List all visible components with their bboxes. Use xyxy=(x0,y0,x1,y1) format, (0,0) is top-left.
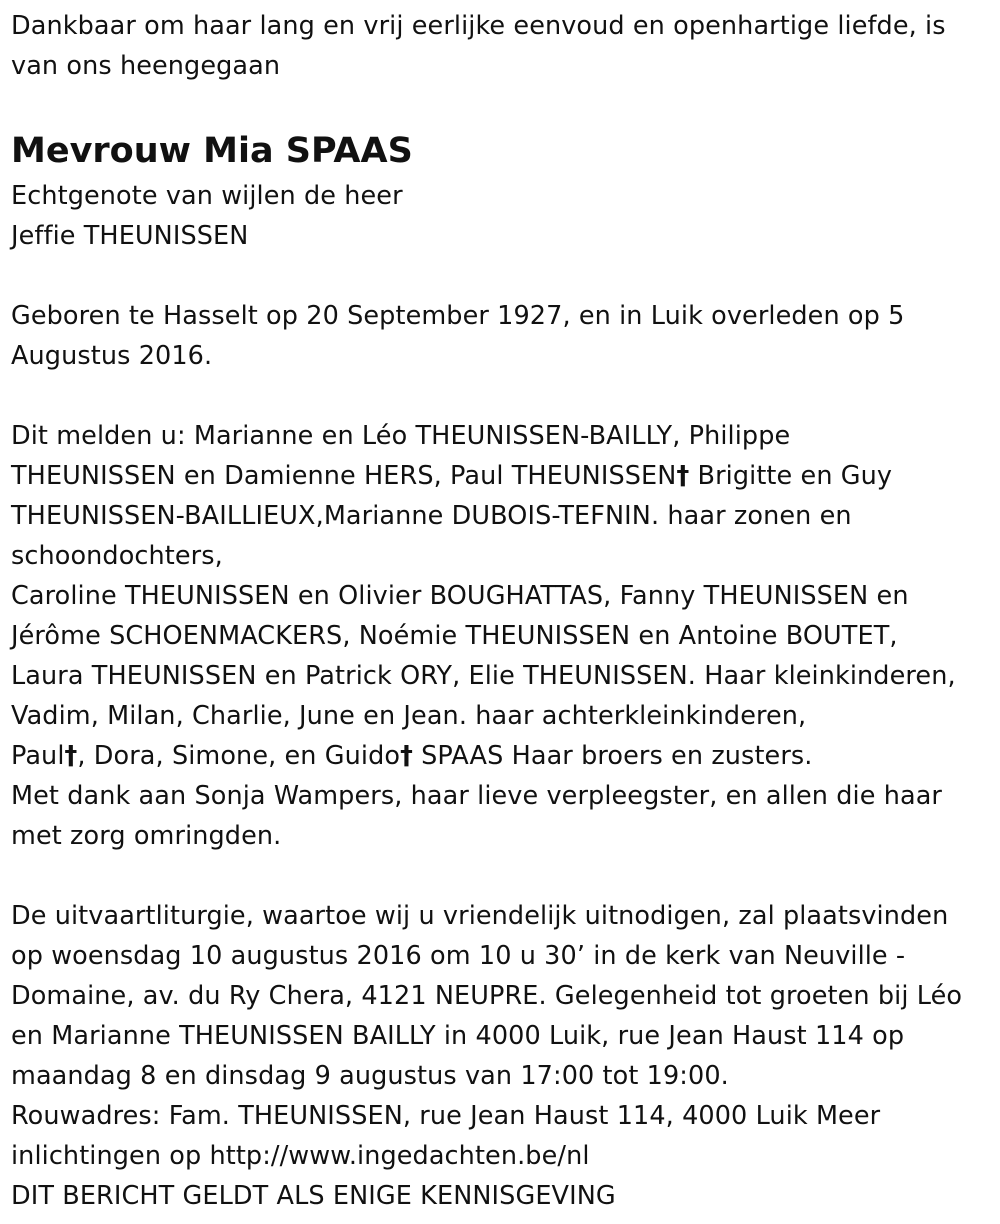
family-paragraph xyxy=(11,416,988,856)
family-line: Caroline THEUNISSEN en Olivier BOUGHATTAS, Fanny THEUNISSEN en xyxy=(11,581,909,611)
funeral-line: maandag 8 en dinsdag 9 augustus van 17:00 tot 19:00. xyxy=(11,1061,729,1091)
family-line: Jérôme SCHOENMACKERS, Noémie THEUNISSEN en Antoine BOUTET, xyxy=(11,621,898,651)
spouse-line: Echtgenote van wijlen de heer xyxy=(11,181,403,211)
spouse-paragraph xyxy=(11,176,988,256)
mourning-address-line: Rouwadres: Fam. THEUNISSEN, rue Jean Haust 114, 4000 Luik Meer xyxy=(11,1101,881,1131)
funeral-line: Domaine, av. du Ry Chera, 4121 NEUPRE. Gelegenheid tot groeten bij Léo xyxy=(11,981,963,1011)
family-line: Laura THEUNISSEN en Patrick ORY, Elie THEUNISSEN. Haar kleinkinderen, xyxy=(11,661,956,691)
intro-line: van ons heengegaan xyxy=(11,51,281,81)
family-text: Paul xyxy=(11,741,65,771)
family-line: Vadim, Milan, Charlie, June en Jean. haar achterkleinkinderen, xyxy=(11,701,807,731)
family-line: met zorg omringden. xyxy=(11,821,282,851)
intro-line: Dankbaar om haar lang en vrij eerlijke eenvoud en openhartige liefde, is xyxy=(11,11,946,41)
funeral-line: en Marianne THEUNISSEN BAILLY in 4000 Luik, rue Jean Haust 114 op xyxy=(11,1021,905,1051)
family-line: Dit melden u: Marianne en Léo THEUNISSEN-BAILLY, Philippe xyxy=(11,421,791,451)
cross-icon: † xyxy=(400,741,413,771)
funeral-line: op woensdag 10 augustus 2016 om 10 u 30’ in de kerk van Neuville - xyxy=(11,941,906,971)
info-link-line: inlichtingen op http://www.ingedachten.be/nl xyxy=(11,1141,590,1171)
birth-line: Geboren te Hasselt op 20 September 1927, en in Luik overleden op 5 xyxy=(11,301,905,331)
family-line: THEUNISSEN-BAILLIEUX,Marianne DUBOIS-TEFNIN. haar zonen en xyxy=(11,501,852,531)
birth-death-paragraph xyxy=(11,296,988,376)
family-line xyxy=(11,456,988,496)
blank-line xyxy=(11,856,988,896)
family-text: Brigitte en Guy xyxy=(689,461,893,491)
family-text: THEUNISSEN en Damienne HERS, Paul THEUNISSEN xyxy=(11,461,677,491)
family-line: Met dank aan Sonja Wampers, haar lieve verpleegster, en allen die haar xyxy=(11,781,943,811)
blank-line xyxy=(11,256,988,296)
funeral-line: De uitvaartliturgie, waartoe wij u vriendelijk uitnodigen, zal plaatsvinden xyxy=(11,901,949,931)
deceased-name: Mevrouw Mia SPAAS xyxy=(11,131,413,171)
cross-icon: † xyxy=(676,461,690,491)
family-text: , Dora, Simone, en Guido xyxy=(77,741,401,771)
family-line: schoondochters, xyxy=(11,541,223,571)
notice-line: DIT BERICHT GELDT ALS ENIGE KENNISGEVING xyxy=(11,1181,616,1211)
blank-line xyxy=(11,376,988,416)
family-line xyxy=(11,736,988,776)
birth-line: Augustus 2016. xyxy=(11,341,213,371)
family-text: SPAAS Haar broers en zusters. xyxy=(412,741,813,771)
intro-paragraph xyxy=(11,6,988,86)
cross-icon: † xyxy=(64,741,78,771)
funeral-paragraph xyxy=(11,896,988,1216)
spouse-line: Jeffie THEUNISSEN xyxy=(11,221,249,251)
